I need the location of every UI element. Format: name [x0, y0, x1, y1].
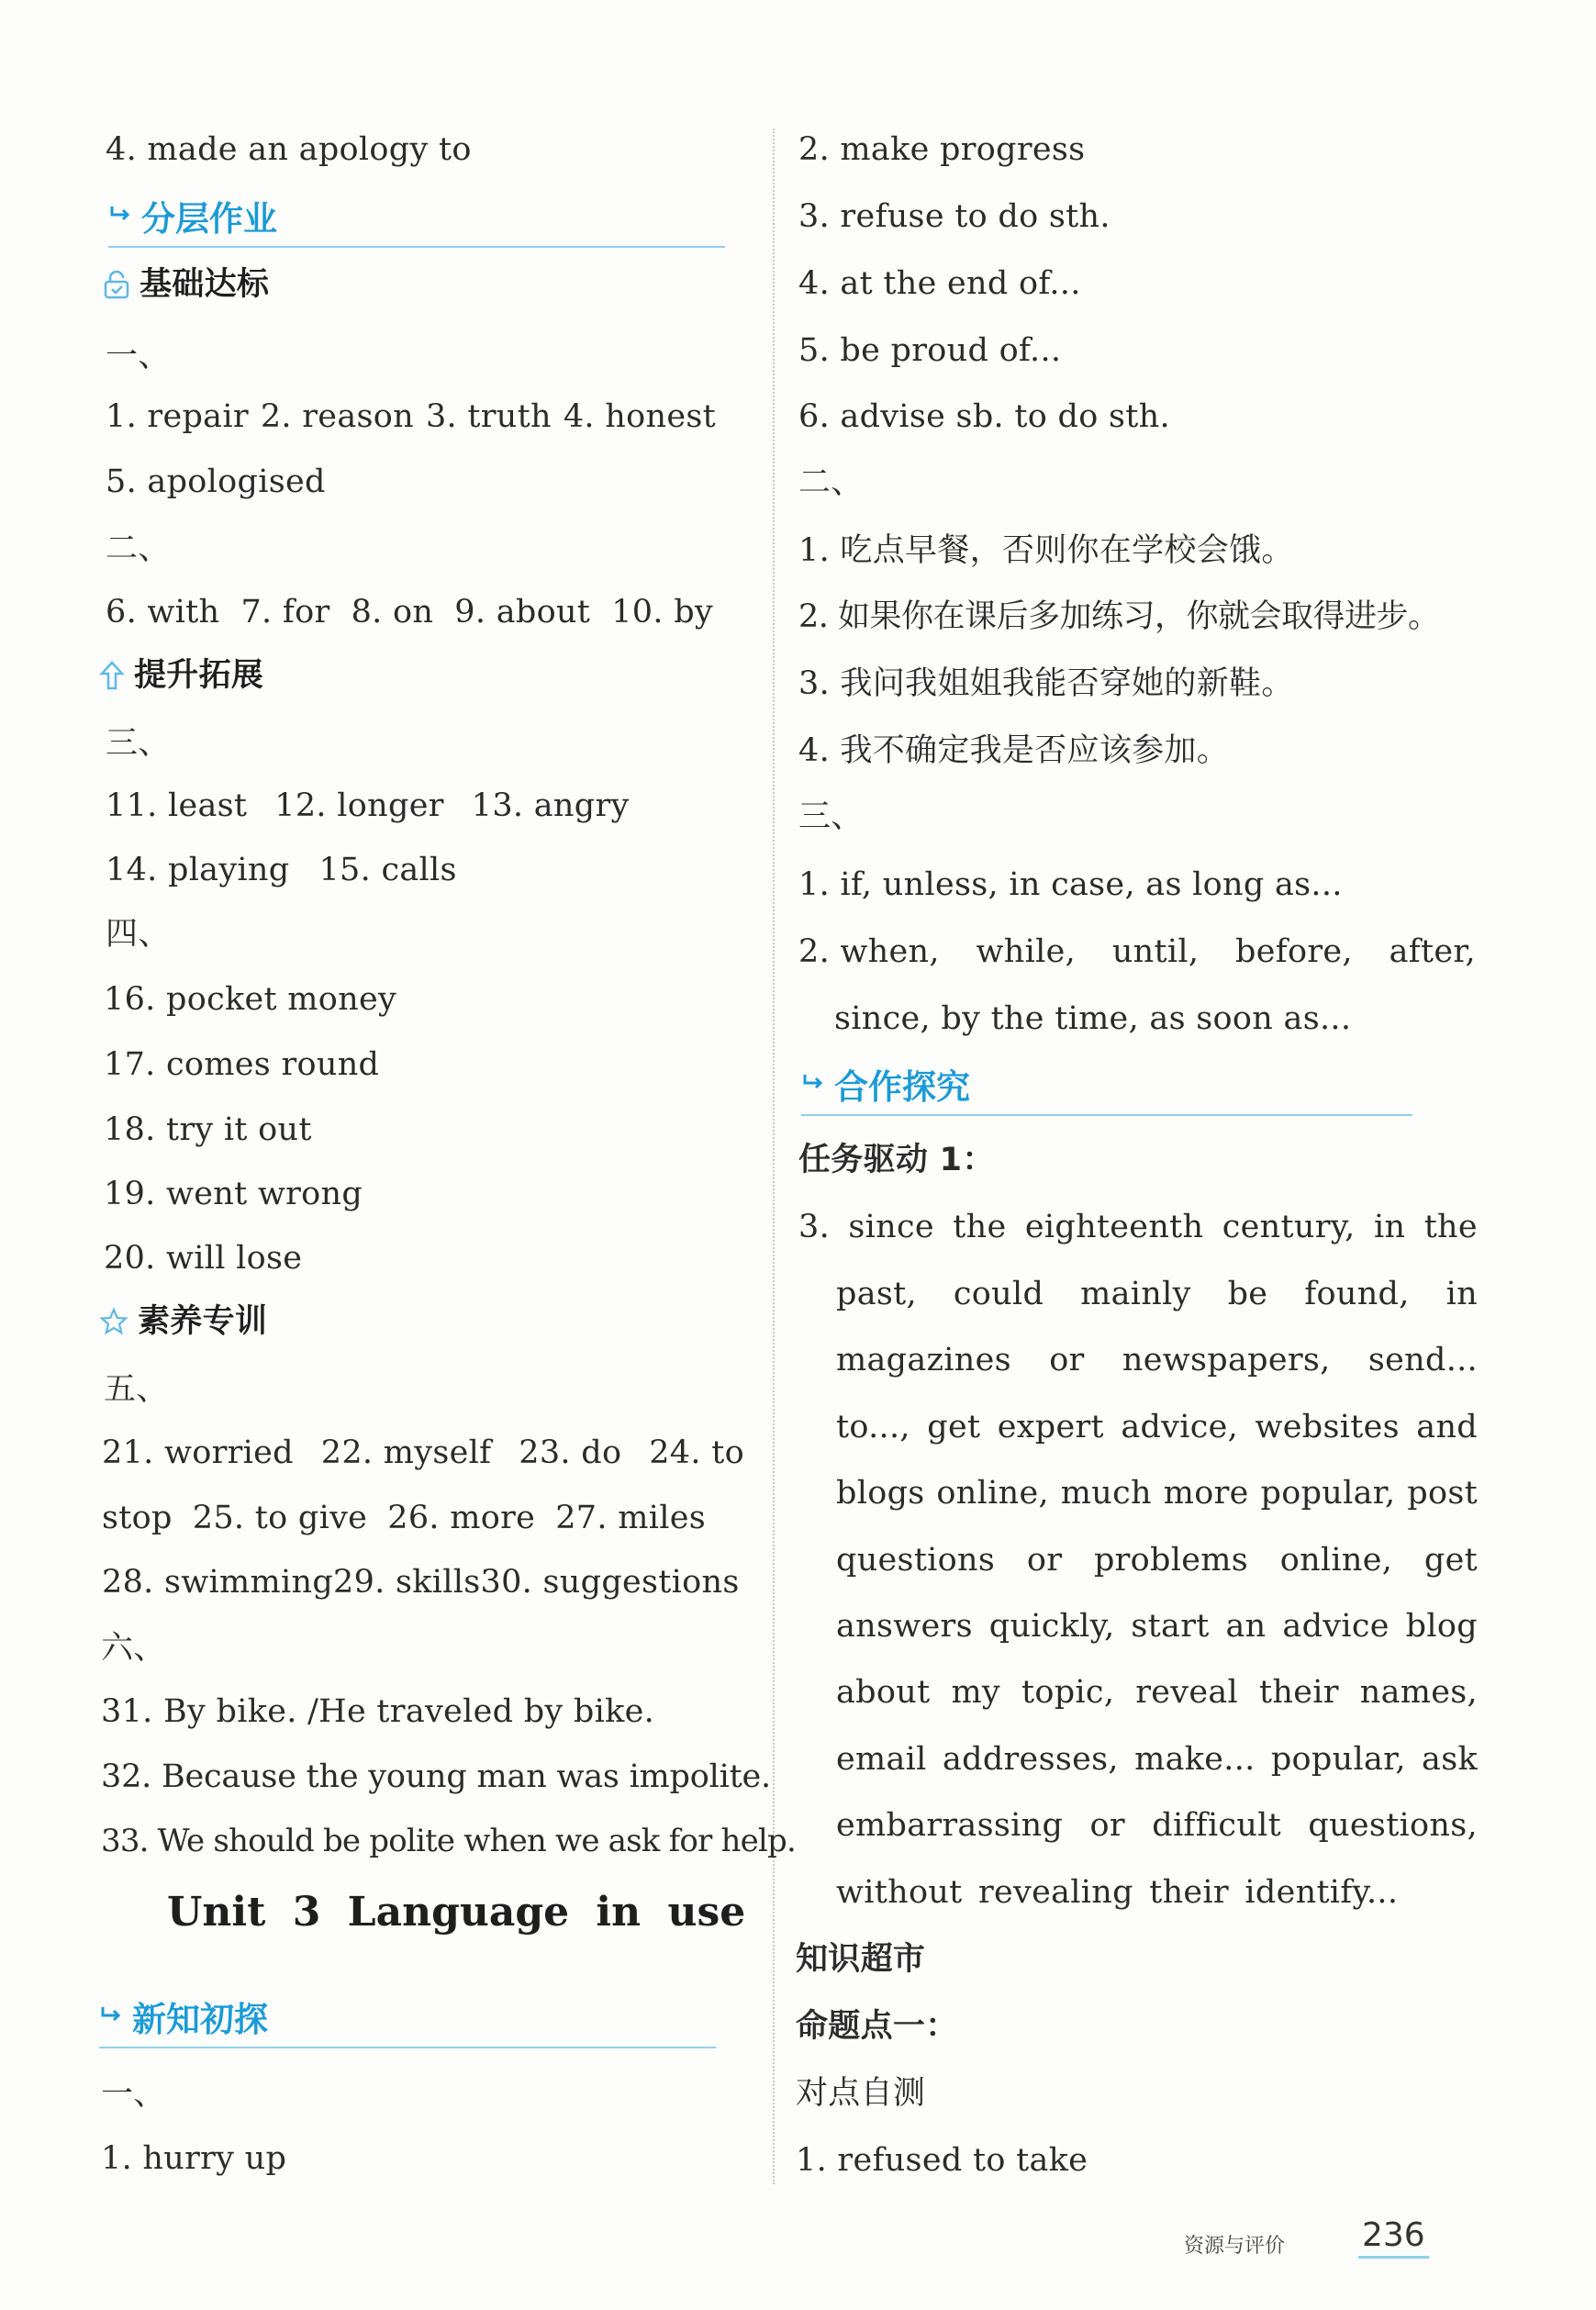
subheading-text: 基础达标 [140, 266, 270, 303]
word: eighteenth [1024, 1209, 1204, 1245]
subheading-literacy [99, 1303, 267, 1340]
word: or [1089, 1807, 1125, 1844]
self-test-label: 对点自测 [796, 2075, 926, 2112]
answer-line: 19. went wrong [104, 1176, 363, 1212]
word: questions [836, 1542, 996, 1579]
answer-row [836, 1276, 1478, 1312]
answer-line: 33. We should be polite when we ask for help. [101, 1823, 796, 1859]
word: magazines [836, 1342, 1011, 1378]
subheading-advance [99, 657, 263, 694]
column-divider [773, 128, 775, 2184]
answer-line: 1. refused to take [796, 2142, 1088, 2179]
answer-row [106, 787, 630, 824]
footer-label: 资源与评价 [1184, 2235, 1286, 2258]
answer-item: stop [102, 1500, 173, 1536]
answer-item: before, [1235, 933, 1353, 970]
word: since [848, 1209, 934, 1245]
answer-item: 27. miles [555, 1500, 706, 1536]
subheading-basic [103, 266, 269, 303]
star-icon [99, 1307, 128, 1336]
word: difficult [1152, 1807, 1282, 1844]
section-number: 二、 [798, 464, 864, 501]
corner-arrow-icon [99, 2004, 123, 2028]
word: or [1026, 1542, 1063, 1579]
answer-line: 3. refuse to do sth. [798, 198, 1111, 235]
answer-line: 4. made an apology to [106, 131, 472, 168]
answer-item: 13. angry [471, 787, 630, 824]
word: online, [936, 1475, 1049, 1512]
word: popular, [1270, 1741, 1406, 1778]
word: in [1373, 1209, 1406, 1245]
word: advice [1282, 1608, 1390, 1645]
answer-item: 15. calls [318, 852, 457, 888]
word: their [1259, 1674, 1339, 1711]
section-heading-layered-homework [108, 191, 725, 248]
word: advice, [1121, 1409, 1239, 1445]
answer-row [798, 933, 1476, 970]
answer-row [102, 1500, 706, 1536]
word: addresses, [942, 1741, 1119, 1778]
word: websites [1255, 1409, 1400, 1445]
answer-item: 3. truth [425, 398, 552, 435]
translation-line: 3. 我问我姐姐我能否穿她的新鞋。 [798, 665, 1294, 702]
answer-row [106, 852, 457, 888]
word: mainly [1080, 1276, 1191, 1312]
answer-item: while, [976, 933, 1077, 970]
word: reveal [1135, 1674, 1239, 1711]
word: found, [1304, 1276, 1410, 1312]
word: start [1131, 1608, 1210, 1645]
word: 3. [798, 1209, 830, 1245]
word: blogs [836, 1475, 925, 1512]
corner-arrow-icon [108, 204, 132, 228]
word: blog [1405, 1608, 1478, 1645]
word: topic, [1021, 1674, 1115, 1711]
answer-line: 18. try it out [104, 1111, 312, 1148]
section-number: 四、 [106, 916, 171, 953]
translation-line: 4. 我不确定我是否应该参加。 [798, 732, 1230, 769]
word: more [1163, 1475, 1249, 1512]
word: could [953, 1276, 1044, 1312]
word: the [953, 1209, 1007, 1245]
word: online, [1279, 1542, 1393, 1579]
answer-line: 31. By bike. /He traveled by bike. [101, 1693, 655, 1730]
translation-line: 2. 如果你在课后多加练习，你就会取得进步。 [798, 598, 1440, 635]
section-number: 三、 [106, 725, 171, 762]
word: about [836, 1674, 931, 1711]
answer-row [106, 594, 713, 631]
answer-item: 1. repair [106, 398, 249, 435]
answer-line: 17. comes round [104, 1046, 380, 1083]
section-number: 三、 [798, 798, 864, 835]
answer-line: 20. will lose [104, 1240, 303, 1277]
section-number: 一、 [106, 338, 171, 374]
word: get [927, 1409, 981, 1445]
word: problems [1093, 1542, 1249, 1579]
word: be [1227, 1276, 1268, 1312]
word: my [951, 1674, 1000, 1711]
word: the [1423, 1209, 1478, 1245]
answer-row [836, 1741, 1478, 1778]
word: make... [1134, 1741, 1256, 1778]
answer-line: 16. pocket money [104, 981, 397, 1018]
answer-line: without revealing their identify... [836, 1874, 1399, 1911]
answer-item: 2. reason [260, 398, 414, 435]
word: quickly, [988, 1608, 1115, 1645]
answer-item: 6. with [106, 594, 220, 631]
word: much [1060, 1475, 1152, 1512]
answer-item: 22. myself [320, 1434, 492, 1471]
answer-item: 8. on [351, 594, 434, 631]
word: century, [1222, 1209, 1356, 1245]
word: and [1416, 1409, 1478, 1445]
answer-row [836, 1542, 1478, 1579]
answer-row [836, 1409, 1478, 1445]
answer-row [102, 1564, 740, 1601]
answer-item: 14. playing [106, 852, 290, 888]
knowledge-heading: 知识超市 [796, 1941, 926, 1978]
answer-item: after, [1389, 933, 1476, 970]
answer-row [106, 398, 716, 435]
answer-item: 12. longer [274, 787, 444, 824]
answer-line: 2. make progress [798, 131, 1086, 168]
corner-arrow-icon [801, 1072, 825, 1096]
answer-item: 30. suggestions [480, 1564, 740, 1601]
word: names, [1359, 1674, 1478, 1711]
answer-item: 23. do [519, 1434, 622, 1471]
answer-row [836, 1674, 1478, 1711]
answer-item: 26. more [387, 1500, 536, 1536]
answer-row [102, 1434, 744, 1471]
answer-row [836, 1342, 1478, 1378]
subheading-text: 素养专训 [138, 1303, 268, 1340]
section-heading-text: 新知初探 [132, 2000, 268, 2039]
answer-row [836, 1807, 1478, 1844]
answer-row [798, 1209, 1478, 1245]
section-heading-new-knowledge [99, 1992, 716, 2048]
answer-item: 21. worried [102, 1434, 294, 1471]
section-heading-text: 分层作业 [141, 199, 277, 239]
word: past, [836, 1276, 917, 1312]
answer-item: until, [1111, 933, 1200, 970]
word: email [836, 1741, 927, 1778]
answer-item: 24. to [649, 1434, 744, 1471]
word: to..., [836, 1409, 910, 1445]
point-heading: 命题点一： [796, 2008, 958, 2045]
word: expert [997, 1409, 1104, 1445]
section-number: 五、 [104, 1371, 169, 1408]
answer-line: 5. apologised [106, 463, 326, 500]
answer-item: 28. swimming [102, 1564, 334, 1601]
section-heading-text: 合作探究 [834, 1067, 970, 1107]
answer-line: 1. if, unless, in case, as long as... [798, 866, 1343, 903]
answer-row [836, 1475, 1478, 1512]
word: get [1423, 1542, 1478, 1579]
word: popular, [1260, 1475, 1396, 1512]
answer-item: 4. honest [563, 398, 716, 435]
answer-item: 7. for [240, 594, 330, 631]
subheading-text: 提升拓展 [134, 657, 264, 694]
word: answers [836, 1608, 973, 1645]
answer-item: 10. by [611, 594, 713, 631]
up-arrow-icon [99, 660, 125, 691]
answer-item: 29. skills [333, 1564, 481, 1601]
answer-line: 4. at the end of... [798, 265, 1081, 302]
word: embarrassing [836, 1807, 1064, 1844]
word: send... [1367, 1342, 1478, 1378]
answer-line: 1. hurry up [101, 2140, 287, 2177]
answer-item: 25. to give [192, 1500, 368, 1536]
word: in [1445, 1276, 1478, 1312]
section-number: 六、 [101, 1630, 166, 1667]
word: questions, [1308, 1807, 1478, 1844]
task-heading: 任务驱动 1： [798, 1142, 995, 1178]
answer-row [836, 1608, 1478, 1645]
answer-item: 2. when, [798, 933, 940, 970]
word: newspapers, [1122, 1342, 1331, 1378]
unit-title: Unit 3 Language in use [167, 1889, 746, 1936]
answer-line: 6. advise sb. to do sth. [798, 398, 1170, 435]
word: ask [1422, 1741, 1478, 1778]
word: an [1225, 1608, 1267, 1645]
word: or [1049, 1342, 1085, 1378]
answer-line: 5. be proud of... [798, 332, 1062, 369]
lock-icon [103, 270, 130, 299]
section-heading-cooperative-inquiry [801, 1059, 1412, 1116]
answer-line: since, by the time, as soon as... [834, 1000, 1352, 1037]
translation-line: 1. 吃点早餐，否则你在学校会饿。 [798, 532, 1294, 569]
word: post [1407, 1475, 1478, 1512]
answer-item: 11. least [106, 787, 248, 824]
answer-line: 32. Because the young man was impolite. [101, 1758, 771, 1795]
answer-item: 9. about [454, 594, 591, 631]
section-number: 二、 [106, 530, 171, 567]
section-number: 一、 [101, 2076, 166, 2113]
page-number: 236 [1358, 2216, 1429, 2259]
